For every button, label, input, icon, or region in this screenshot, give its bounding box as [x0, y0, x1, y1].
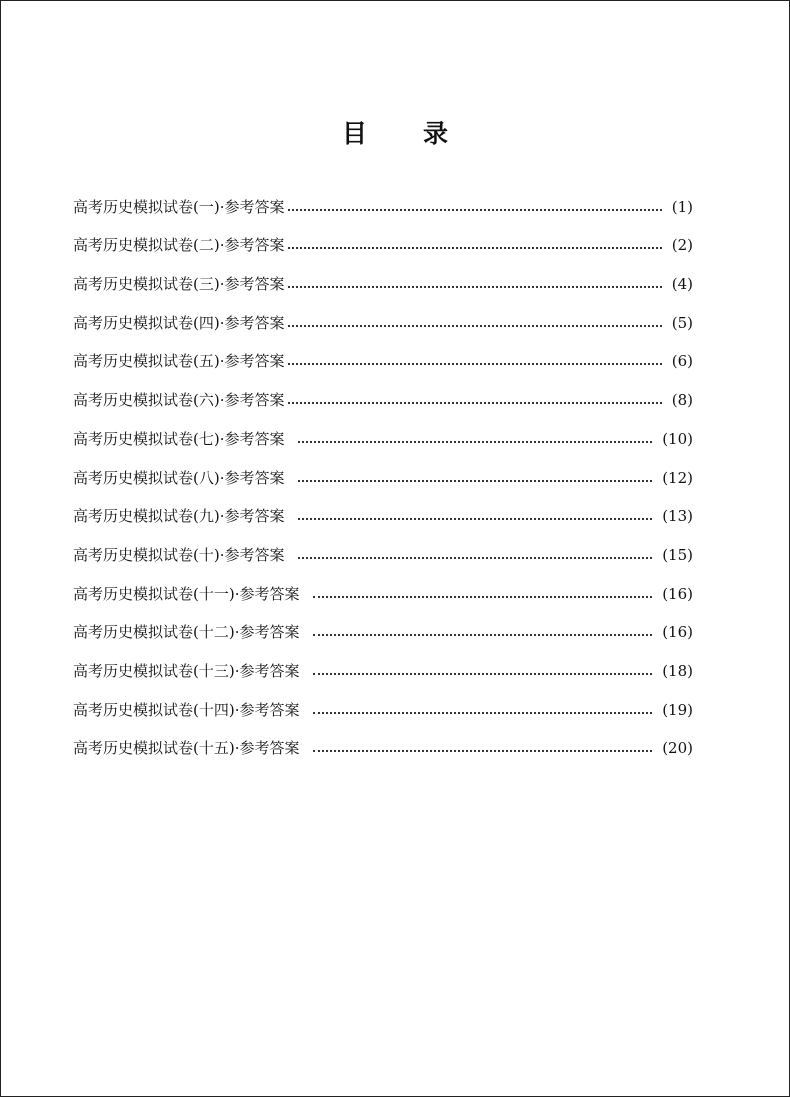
toc-page-number: (4): [671, 275, 693, 294]
toc-entry[interactable]: [73, 565, 693, 604]
title-char-2: 录: [423, 119, 449, 148]
toc-entry-label: 高考历史模拟试卷(一)·参考答案: [73, 197, 285, 216]
toc-page-number: (16): [662, 584, 693, 603]
toc-entry-label: 高考历史模拟试卷(十一)·参考答案: [73, 584, 300, 603]
toc-entry[interactable]: [73, 642, 693, 681]
toc-page-number: (18): [662, 661, 693, 680]
toc-page-number: (10): [662, 429, 693, 448]
toc-entry-label: 高考历史模拟试卷(十四)·参考答案: [73, 700, 300, 719]
toc-leader-dots: [298, 517, 652, 520]
toc-entry[interactable]: [73, 410, 693, 449]
toc-entry-label: 高考历史模拟试卷(六)·参考答案: [73, 391, 285, 410]
toc-entry[interactable]: [73, 449, 693, 488]
toc-leader-dots: [298, 479, 652, 482]
title-char-1: 目: [341, 119, 367, 148]
page-title: [1, 114, 789, 150]
toc-leader-dots: [298, 556, 652, 559]
toc-entry[interactable]: [73, 488, 693, 527]
toc-entry[interactable]: [73, 178, 693, 217]
toc-entry-label: 高考历史模拟试卷(八)·参考答案: [73, 468, 285, 487]
toc-leader-dots: [288, 246, 661, 249]
toc-entry[interactable]: [73, 604, 693, 643]
toc-page-number: (15): [662, 545, 693, 564]
toc-entry[interactable]: [73, 294, 693, 333]
toc-page-number: (2): [671, 236, 693, 255]
toc-leader-dots: [288, 208, 661, 211]
toc-leader-dots: [313, 595, 652, 598]
toc-entry-label: 高考历史模拟试卷(十三)·参考答案: [73, 661, 300, 680]
toc-leader-dots: [313, 633, 652, 636]
toc-leader-dots: [298, 440, 652, 443]
toc-entry[interactable]: [73, 371, 693, 410]
toc-leader-dots: [288, 324, 661, 327]
toc-entry-label: 高考历史模拟试卷(二)·参考答案: [73, 236, 285, 255]
toc-page-number: (1): [671, 197, 693, 216]
toc-leader-dots: [313, 711, 652, 714]
toc-entry[interactable]: [73, 217, 693, 256]
toc-entry-label: 高考历史模拟试卷(九)·参考答案: [73, 507, 285, 526]
toc-entry-label: 高考历史模拟试卷(四)·参考答案: [73, 313, 285, 332]
toc-entry-label: 高考历史模拟试卷(十五)·参考答案: [73, 739, 300, 758]
toc-page-number: (12): [662, 468, 693, 487]
toc-page-number: (6): [671, 352, 693, 371]
toc-page-number: (5): [671, 313, 693, 332]
toc-entry-label: 高考历史模拟试卷(五)·参考答案: [73, 352, 285, 371]
toc-entry[interactable]: [73, 333, 693, 372]
toc-page-number: (16): [662, 623, 693, 642]
toc-entry-label: 高考历史模拟试卷(十)·参考答案: [73, 545, 285, 564]
toc-page-number: (20): [662, 739, 693, 758]
toc-entry-label: 高考历史模拟试卷(三)·参考答案: [73, 275, 285, 294]
toc-leader-dots: [313, 749, 652, 752]
toc-entry[interactable]: [73, 255, 693, 294]
table-of-contents: [73, 178, 693, 758]
toc-entry-label: 高考历史模拟试卷(七)·参考答案: [73, 429, 285, 448]
toc-entry-label: 高考历史模拟试卷(十二)·参考答案: [73, 623, 300, 642]
toc-leader-dots: [288, 362, 661, 365]
toc-page-number: (19): [662, 700, 693, 719]
toc-leader-dots: [288, 401, 661, 404]
toc-entry[interactable]: [73, 681, 693, 720]
toc-page-number: (8): [671, 391, 693, 410]
toc-page-number: (13): [662, 507, 693, 526]
toc-entry[interactable]: [73, 526, 693, 565]
toc-leader-dots: [288, 285, 661, 288]
toc-entry[interactable]: [73, 720, 693, 759]
toc-leader-dots: [313, 672, 652, 675]
